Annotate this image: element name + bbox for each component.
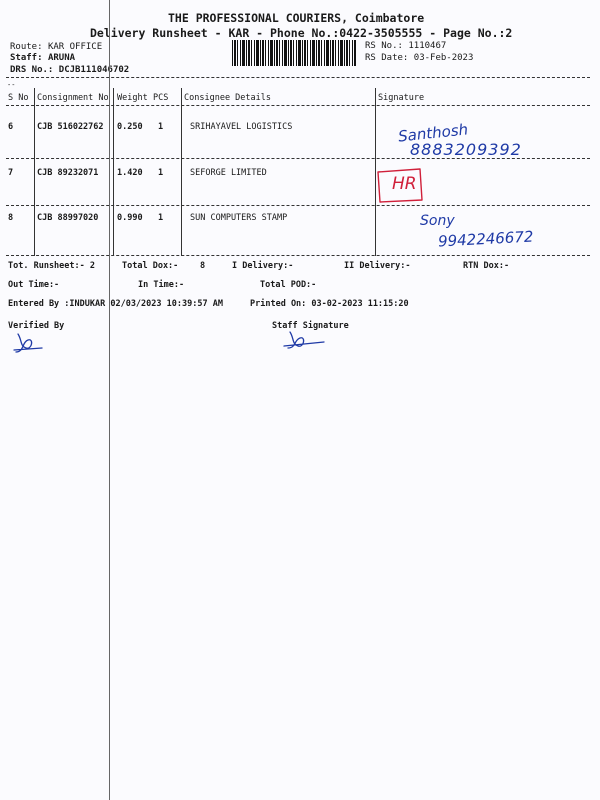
col-header-consignee: Consignee Details bbox=[184, 93, 271, 103]
row-consignee: SRIHAYAVEL LOGISTICS bbox=[190, 122, 293, 132]
rtn-dox: RTN Dox:- bbox=[463, 261, 510, 271]
col-header-signature: Signature bbox=[378, 93, 425, 103]
staff-label: Staff: bbox=[10, 53, 43, 63]
staff-signature-mark bbox=[282, 328, 328, 352]
row-consignment: CJB 516022762 bbox=[37, 122, 104, 132]
page-fold-line bbox=[109, 0, 110, 800]
row-consignee: SEFORGE LIMITED bbox=[190, 168, 267, 178]
signature-phone: 9942246672 bbox=[437, 227, 534, 251]
row-sno: 8 bbox=[8, 213, 14, 223]
total-pod: Total POD:- bbox=[260, 280, 317, 290]
row-weight: 1.420 bbox=[117, 168, 143, 178]
col-header-consignment: Consignment No bbox=[37, 93, 109, 103]
row-consignee: SUN COMPUTERS STAMP bbox=[190, 213, 288, 223]
total-dox-label: Total Dox:- bbox=[122, 261, 179, 271]
company-title: THE PROFESSIONAL COURIERS, Coimbatore bbox=[168, 11, 425, 25]
route-label: Route: bbox=[10, 42, 43, 52]
runsheet-subtitle: Delivery Runsheet - KAR - Phone No.:0422-3505555 - Page No.:2 bbox=[90, 26, 513, 40]
signature-initials: HR bbox=[392, 174, 417, 194]
rs-no-label: RS No.: bbox=[365, 41, 403, 51]
rs-date-value: 03-Feb-2023 bbox=[413, 53, 474, 63]
rs-no-line bbox=[365, 41, 446, 51]
in-time: In Time:- bbox=[138, 280, 185, 290]
col-header-sno: S No bbox=[8, 93, 29, 103]
signature-name: Sony bbox=[420, 213, 455, 229]
row-pcs: 1 bbox=[158, 122, 164, 132]
drs-line bbox=[10, 65, 129, 75]
rs-date-label: RS Date: bbox=[365, 53, 409, 63]
staff-line bbox=[10, 53, 75, 63]
rs-date-line bbox=[365, 53, 473, 63]
signature-name: Santhosh bbox=[397, 120, 469, 146]
table-top-rule bbox=[6, 77, 590, 78]
row-sno: 6 bbox=[8, 122, 14, 132]
row-sno: 7 bbox=[8, 168, 14, 178]
out-time: Out Time:- bbox=[8, 280, 60, 290]
barcode bbox=[232, 40, 356, 66]
staff-value: ARUNA bbox=[47, 53, 76, 63]
row-weight: 0.990 bbox=[117, 213, 143, 223]
col-header-pcs: PCS bbox=[153, 93, 169, 103]
drs-value: DCJB111046702 bbox=[58, 65, 130, 75]
route-value: KAR OFFICE bbox=[47, 42, 103, 52]
total-dox-value: 8 bbox=[200, 261, 206, 271]
row-pcs: 1 bbox=[158, 213, 164, 223]
printed-on: Printed On: 03-02-2023 11:15:20 bbox=[250, 299, 409, 309]
signature-phone: 8883209392 bbox=[410, 140, 522, 159]
col-divider-1 bbox=[34, 88, 35, 256]
i-delivery: I Delivery:- bbox=[232, 261, 294, 271]
row-consignment: CJB 88997020 bbox=[37, 213, 99, 223]
rs-no-value: 1110467 bbox=[408, 41, 447, 51]
staff-signature-label: Staff Signature bbox=[272, 321, 349, 331]
row-weight: 0.250 bbox=[117, 122, 143, 132]
row-pcs: 1 bbox=[158, 168, 164, 178]
entered-by: Entered By :INDUKAR 02/03/2023 10:39:57 AM bbox=[8, 299, 223, 309]
verified-by-label: Verified By bbox=[8, 321, 65, 331]
col-divider-2 bbox=[113, 88, 114, 256]
dash-mark: -- bbox=[7, 81, 16, 89]
verified-signature-mark bbox=[12, 330, 52, 356]
tot-runsheet: Tot. Runsheet:- 2 bbox=[8, 261, 95, 271]
col-header-weight: Weight bbox=[117, 93, 148, 103]
col-divider-3 bbox=[181, 88, 182, 256]
row-rule-2 bbox=[6, 205, 590, 206]
row-consignment: CJB 89232071 bbox=[37, 168, 99, 178]
route-line bbox=[10, 42, 102, 52]
header-rule bbox=[6, 105, 590, 106]
ii-delivery: II Delivery:- bbox=[344, 261, 411, 271]
row-rule-3 bbox=[6, 255, 590, 256]
drs-label: DRS No.: bbox=[10, 65, 54, 75]
